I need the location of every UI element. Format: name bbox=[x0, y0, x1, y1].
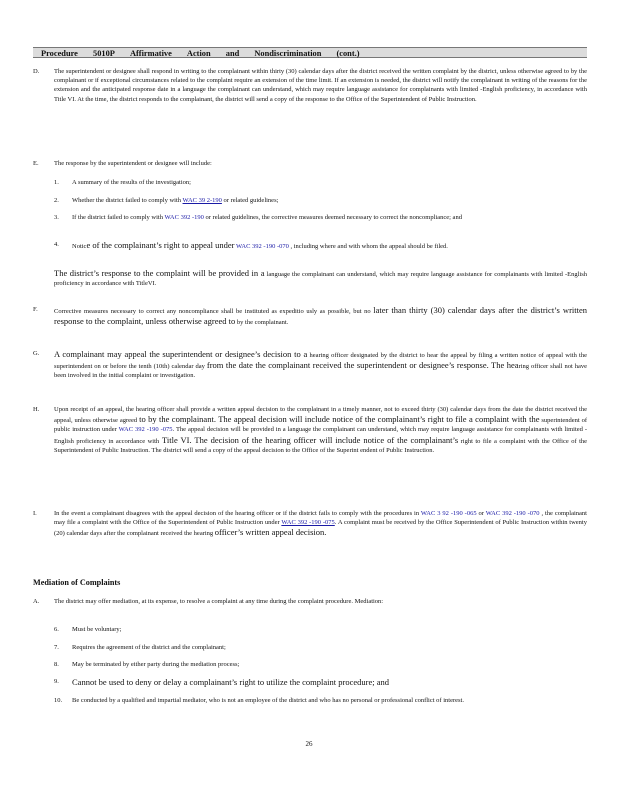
header-word: Procedure bbox=[41, 49, 78, 58]
item-text: Requires the agreement of the district and the complainant; bbox=[72, 644, 226, 651]
wac-link[interactable]: WAC 392 -190 bbox=[164, 214, 204, 221]
item-text: Cannot be used to deny or delay a complainant’s right to utilize the complaint procedure; and bbox=[72, 677, 390, 687]
item-number: 8. bbox=[54, 661, 59, 668]
procedure-header-bar bbox=[33, 47, 587, 58]
list-item bbox=[54, 178, 587, 187]
mediation-a-text: The district may offer mediation, at its expense, to resolve a complaint at any time during the complaint procedure. Mediation: bbox=[54, 598, 384, 605]
section-g bbox=[33, 349, 587, 381]
item-number: 2. bbox=[54, 197, 59, 204]
wac-link[interactable]: WAC 392 -190 -070 bbox=[235, 243, 289, 250]
header-word: and bbox=[225, 49, 240, 58]
section-label: F. bbox=[33, 306, 38, 313]
mediation-a bbox=[33, 597, 587, 606]
wac-link[interactable]: WAC 392 -190 -070 bbox=[485, 510, 540, 517]
list-item bbox=[54, 677, 587, 687]
section-i bbox=[33, 509, 587, 539]
section-e bbox=[33, 159, 587, 168]
section-d bbox=[33, 67, 587, 104]
section-label: I. bbox=[33, 510, 37, 517]
item-number: 7. bbox=[54, 644, 59, 651]
header-word: Affirmative bbox=[129, 49, 172, 58]
item-number: 1. bbox=[54, 179, 59, 186]
header-word: (cont.) bbox=[336, 49, 360, 58]
list-item bbox=[54, 196, 587, 205]
list-item bbox=[54, 625, 587, 634]
list-item bbox=[54, 643, 587, 652]
section-label: E. bbox=[33, 160, 39, 167]
item-text: Notice of the complainant’s right to appeal under WAC 392 -190 -070 , including where and with whom the appeal should be filed. bbox=[72, 240, 448, 250]
item-number: 3. bbox=[54, 214, 59, 221]
list-item bbox=[54, 660, 587, 669]
header-word: Action bbox=[186, 49, 211, 58]
item-text: Be conducted by a qualified and impartial mediator, who is not an employee of the district and who has no personal or professional conflict of interest. bbox=[72, 697, 464, 704]
section-label: H. bbox=[33, 406, 40, 413]
section-i-text: In the event a complainant disagrees with the appeal decision of the hearing officer or if the district fails to comply with the procedures in WAC 3 92 -190 -065 or WAC 392 -190 -070 , the complainant may file a complaint with the Office of the Superintendent of Public Instruction under WAC 392 -190 -075. A complaint must be received by the Office Superintendent of Public Instruction within twenty (20) calendar days after the complainant received the hearing officer’s written appeal decision. bbox=[54, 510, 587, 538]
section-h-text: Upon receipt of an appeal, the hearing officer shall provide a written appeal decision to the complainant in a timely manner, not to exceed thirty (30) calendar days from the date the district received the appeal, unless otherwise agreed to by the complainant. The appeal decision will include notice of the complainant’s right to file a complaint with the superintendent of public instruction under WAC 392 -190 -075. The appeal decision will be provided in a language the complainant can understand, which may require language assistance for complainants with limited -English proficiency in accordance with Title VI. The decision of the hearing officer will include notice of the complainant’s right to file a complaint with the Office of the Superintendent of Public Instruction. The district will send a copy of the appeal decision to the Office of the Superint endent of Public Instruction. bbox=[54, 406, 588, 454]
item-text: If the district failed to comply with WAC 392 -190 or related guidelines, the corrective measures deemed necessary to correct the noncompliance; and bbox=[72, 214, 462, 221]
wac-link[interactable]: WAC 39 2-190 bbox=[182, 197, 222, 204]
list-item bbox=[54, 213, 587, 222]
item-text: Whether the district failed to comply with WAC 39 2-190 or related guidelines; bbox=[72, 197, 279, 204]
section-g-text: A complainant may appeal the superintendent or designee’s decision to a hearing officer designated by the district to hear the appeal by filing a written notice of appeal with the superintendent on or before the tenth (10th) calendar day from the date the complainant received the superintendent or designee’s response. The hearing officer shall not have been involved in the initial complaint or investigation. bbox=[54, 349, 588, 380]
mediation-heading: Mediation of Complaints bbox=[33, 578, 121, 587]
item-text: A summary of the results of the investigation; bbox=[72, 179, 191, 186]
item-text: May be terminated by either party during the mediation process; bbox=[72, 661, 240, 668]
section-f-text: Corrective measures necessary to correct any noncompliance shall be instituted as expeditio usly as possible, but no later than thirty (30) calendar days after the district’s written response to the complaint, unless otherwise agreed to by the complainant. bbox=[54, 305, 588, 327]
section-e-closing bbox=[33, 268, 587, 288]
section-label: D. bbox=[33, 68, 40, 75]
wac-link[interactable]: WAC 3 92 -190 -065 bbox=[420, 510, 477, 517]
wac-link[interactable]: WAC 392 -190 -075 bbox=[281, 519, 335, 527]
section-e-intro: The response by the superintendent or designee will include: bbox=[54, 160, 212, 167]
item-number: 10. bbox=[54, 697, 63, 704]
item-number: 9. bbox=[54, 678, 59, 685]
wac-link[interactable]: WAC 392 -190 -075 bbox=[118, 426, 173, 434]
page-number: 26 bbox=[305, 740, 313, 748]
section-f bbox=[33, 305, 587, 327]
item-number: 6. bbox=[54, 626, 59, 633]
section-e-closing-text: The district’s response to the complaint will be provided in a language the complainant can understand, which may require language assistance for complainants with limited -English proficiency in accordance with TitleVI. bbox=[54, 268, 587, 288]
item-number: 4. bbox=[54, 241, 59, 248]
item-text: Must be voluntary; bbox=[72, 626, 122, 633]
header-word: Nondiscrimination bbox=[254, 49, 322, 58]
section-label: A. bbox=[33, 598, 40, 605]
section-h bbox=[33, 405, 587, 455]
header-word: 5010P bbox=[93, 49, 115, 58]
section-label: G. bbox=[33, 350, 40, 357]
list-item bbox=[54, 240, 587, 251]
section-d-text: The superintendent or designee shall respond in writing to the complainant within thirty (30) calendar days after the district received the written complaint by the district, unless otherwise agreed to by the complainant or if exceptional circumstances related to the complaint require an extension of the time limit. If an extension is needed, the district will notify the complainant in writing of the reasons for the extension and the anticipated response date in a language the complainant can understand, which may require language assistance for complainants with limited -English proficiency, in accordance with Title VI. At the time, the district responds to the complainant, the district will send a copy of the response to the Office of the Superintendent of Public Instruction. bbox=[54, 68, 587, 103]
list-item bbox=[54, 696, 587, 705]
